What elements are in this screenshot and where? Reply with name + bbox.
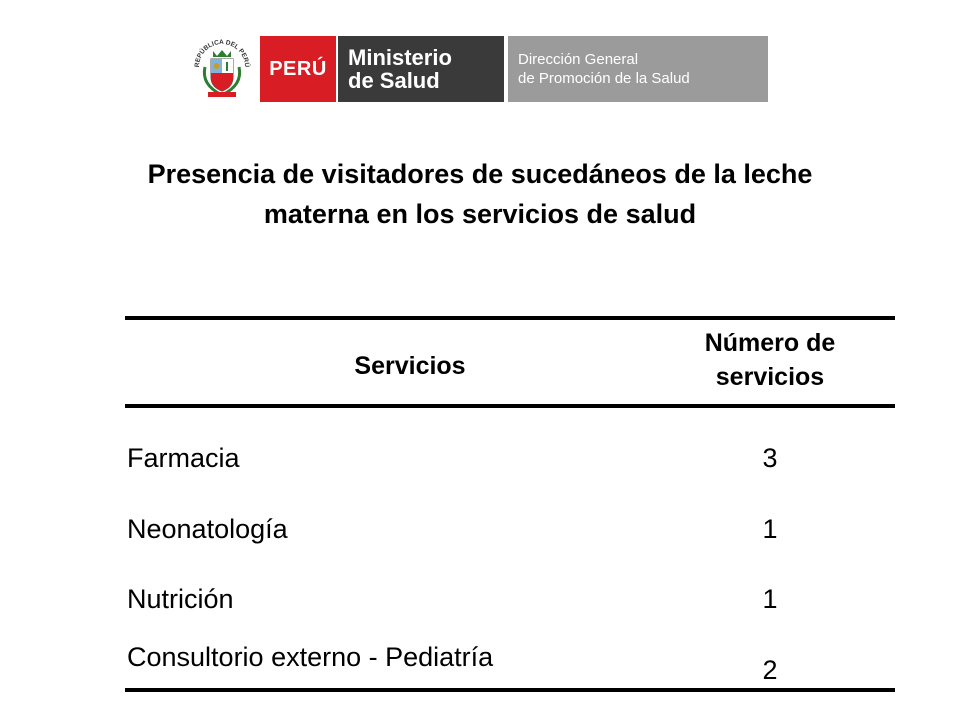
institution-logo <box>188 36 768 102</box>
column-header-count-line1: Número de <box>704 329 836 357</box>
table-header-rule <box>125 404 895 408</box>
coat-of-arms-icon <box>188 36 256 102</box>
title-line1: Presencia de visitadores de sucedáneos de la leche <box>147 159 813 189</box>
ministry-line2: de Salud <box>348 68 440 93</box>
table-row-count: 2 <box>762 655 778 685</box>
country-label: PERÚ <box>269 57 327 80</box>
table-top-rule <box>125 316 895 320</box>
table-row-service: Neonatología <box>127 514 288 544</box>
country-badge <box>260 36 336 102</box>
direction-line2: de Promoción de la Salud <box>518 70 690 87</box>
table-row-count: 1 <box>762 514 778 544</box>
title-line2: materna en los servicios de salud <box>263 199 697 229</box>
page-title <box>60 154 900 234</box>
ministry-line1: Ministerio <box>348 45 452 70</box>
direction-badge <box>504 36 768 102</box>
column-header-services: Servicios <box>354 352 466 380</box>
column-header-count-line2: servicios <box>715 363 825 391</box>
direction-line1: Dirección General <box>518 51 639 68</box>
table-bottom-rule <box>125 688 895 692</box>
seal-label: REPÚBLICA DEL PERÚ <box>193 38 251 68</box>
table-row-service: Nutrición <box>127 584 234 614</box>
table-row-count: 1 <box>762 584 778 614</box>
ministry-badge <box>336 36 504 102</box>
table-row-service: Consultorio externo - Pediatría <box>127 642 494 672</box>
table-row-service: Farmacia <box>127 443 240 473</box>
column-header-count <box>660 326 880 394</box>
table-row-count: 3 <box>762 443 778 473</box>
